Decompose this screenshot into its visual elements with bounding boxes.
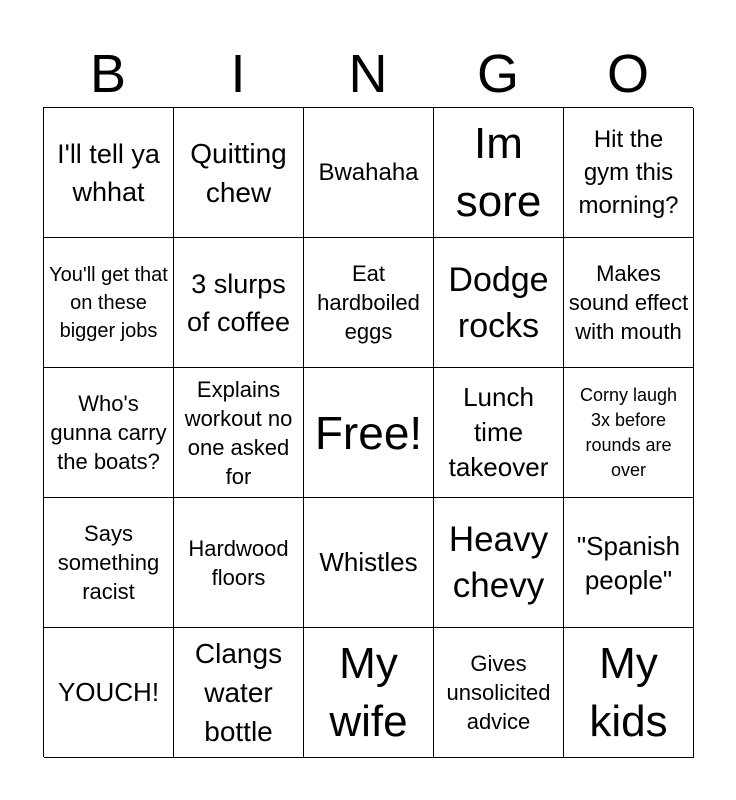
bingo-header	[43, 40, 693, 108]
cell-text: Gives unsolicited advice	[446, 651, 551, 734]
cell-text: Hit the gym this morning?	[578, 126, 679, 219]
bingo-cell[interactable]	[434, 368, 564, 498]
bingo-cell[interactable]	[434, 628, 564, 758]
header-letter-n: N	[348, 44, 388, 104]
cell-text: Im sore	[455, 118, 542, 226]
free-space[interactable]	[304, 368, 434, 498]
bingo-cell[interactable]	[434, 108, 564, 238]
cell-text: My kids	[589, 638, 668, 746]
cell-text: Hardwood floors	[188, 535, 289, 590]
cell-text: Eat hardboiled eggs	[317, 261, 420, 344]
cell-text: You'll get that on these bigger jobs	[49, 263, 168, 342]
cell-text: Corny laugh 3x before rounds are over	[579, 384, 678, 480]
cell-text: YOUCH!	[57, 677, 160, 707]
bingo-cell[interactable]	[434, 238, 564, 368]
bingo-cell[interactable]	[564, 498, 694, 628]
bingo-cell[interactable]	[564, 368, 694, 498]
cell-text: My wife	[329, 638, 408, 746]
bingo-cell[interactable]	[434, 498, 564, 628]
bingo-cell[interactable]	[44, 498, 174, 628]
cell-text: Heavy chevy	[448, 519, 549, 605]
bingo-cell[interactable]	[564, 628, 694, 758]
header-letter-b: B	[89, 44, 127, 104]
bingo-cell[interactable]	[174, 368, 304, 498]
cell-text: Quitting chew	[190, 137, 287, 208]
bingo-cell[interactable]	[44, 628, 174, 758]
cell-text: Explains workout no one asked for	[184, 376, 293, 489]
cell-text: Dodge rocks	[448, 260, 549, 345]
header-letter-i: I	[230, 44, 246, 104]
bingo-cell[interactable]	[564, 108, 694, 238]
bingo-card-grid	[43, 107, 693, 757]
header-letter-o: O	[606, 44, 649, 104]
cell-text: Clangs water bottle	[194, 638, 283, 747]
cell-text: Who's gunna carry the boats?	[50, 391, 167, 474]
cell-text: I'll tell ya whhat	[57, 138, 160, 207]
cell-text: Bwahaha	[318, 159, 419, 186]
bingo-cell[interactable]	[44, 108, 174, 238]
bingo-cell[interactable]	[174, 108, 304, 238]
bingo-cell[interactable]	[304, 498, 434, 628]
cell-text: Makes sound effect with mouth	[568, 261, 689, 344]
bingo-cell[interactable]	[304, 238, 434, 368]
bingo-cell[interactable]	[174, 498, 304, 628]
bingo-cell[interactable]	[44, 368, 174, 498]
header-letter-g: G	[476, 44, 519, 104]
cell-text: "Spanish people"	[576, 530, 681, 595]
free-space-label: Free!	[314, 406, 423, 459]
cell-text: Says something racist	[57, 521, 160, 604]
bingo-cell[interactable]	[44, 238, 174, 368]
cell-text: Lunch time takeover	[448, 382, 549, 482]
cell-text: Whistles	[319, 547, 418, 577]
bingo-cell[interactable]	[564, 238, 694, 368]
bingo-cell[interactable]	[174, 628, 304, 758]
bingo-cell[interactable]	[304, 108, 434, 238]
cell-text: 3 slurps of coffee	[186, 268, 291, 337]
bingo-cell[interactable]	[304, 628, 434, 758]
bingo-cell[interactable]	[174, 238, 304, 368]
